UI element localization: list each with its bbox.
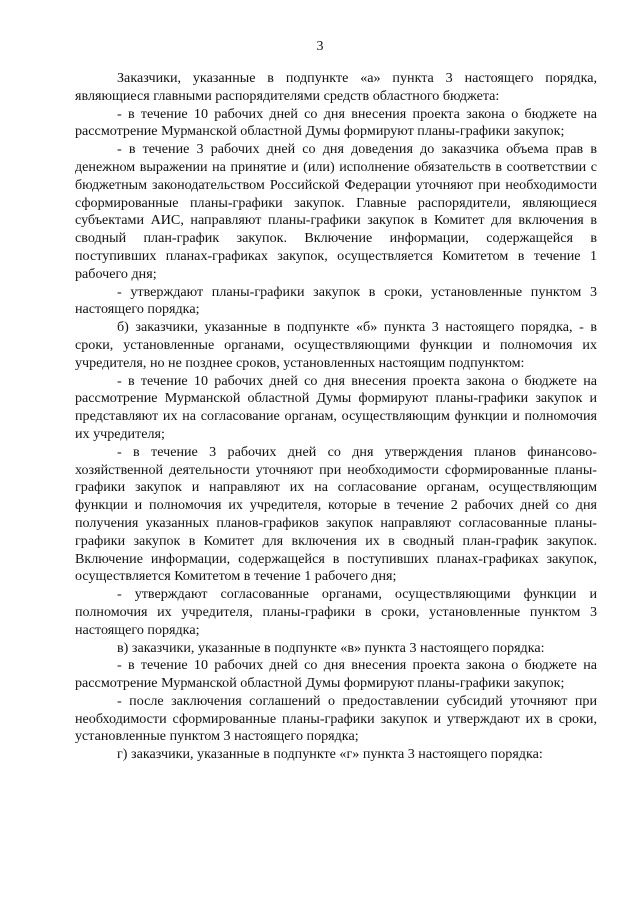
paragraph-item: - после заключения соглашений о предоставлении субсидий уточняют при необходимости сформированные планы-графики закупок и утверждают их в сроки, установленные пунктом 3 настоящего порядка;	[75, 692, 597, 745]
paragraph-subpoint-g: г) заказчики, указанные в подпункте «г» пункта 3 настоящего порядка:	[117, 746, 543, 763]
paragraph-subpoint-b: б) заказчики, указанные в подпункте «б» пункта 3 настоящего порядка, - в сроки, установленные органами, осуществляющими функции и полномочия их учредителя, но не позднее сроков, установленных настоящим подпунктом:	[75, 319, 597, 371]
paragraph-subpoint-v: в) заказчики, указанные в подпункте «в» пункта 3 настоящего порядка:	[117, 639, 545, 656]
paragraph-item: - утверждают планы-графики закупок в сроки, установленные пунктом 3 настоящего порядка;	[75, 283, 597, 318]
paragraph-item: - утверждают согласованные органами, осуществляющими функции и полномочия их учредителя, планы-графики в сроки, установленные пунктом 3 настоящего порядка;	[75, 586, 597, 638]
paragraph-item: - в течение 10 рабочих дней со дня внесения проекта закона о бюджете на рассмотрение Мурманской областной Думы формируют планы-графики закупок;	[75, 105, 597, 140]
document-body	[75, 70, 597, 764]
paragraph-item: - в течение 3 рабочих дней со дня доведения до заказчика объема прав в денежном выражении на принятие и (или) исполнение обязательств в соответствии с бюджетным законодательством Российской Федерации уточняют при необходимости сформированные планы-графики закупок. Главные распорядители, являющиеся субъектами АИС, направляют планы-графики закупок в Комитет для включения в сводный план-график закупок. Включение информации, содержащейся в поступивших планах-графиках закупок, осуществляется Комитетом в течение 1 рабочего дня;	[75, 141, 597, 282]
paragraph-intro: Заказчики, указанные в подпункте «а» пункта 3 настоящего порядка, являющиеся главными распорядителями средств областного бюджета:	[75, 70, 597, 104]
paragraph-item: - в течение 10 рабочих дней со дня внесения проекта закона о бюджете на рассмотрение Мурманской областной Думы формируют планы-графики закупок и представляют их на согласование органам, осуществляющим функции и полномочия их учредителя;	[75, 372, 597, 442]
paragraph-item: - в течение 3 рабочих дней со дня утверждения планов финансово-хозяйственной деятельности уточняют при необходимости сформированные планы-графики закупок и направляют их на согласование органам, осуществляющим функции и полномочия их учредителя, которые в течение 2 рабочих дней со дня получения указанных планов-графиков закупок направляют согласованные планы-графики закупок в Комитет для включения их в сводный план-график закупок. Включение информации, содержащейся в поступивших планах-графиках закупок, осуществляется Комитетом в течение 1 рабочего дня;	[75, 443, 597, 585]
paragraph-item: - в течение 10 рабочих дней со дня внесения проекта закона о бюджете на рассмотрение Мурманской областной Думы формируют планы-графики закупок;	[75, 657, 597, 692]
page-number: 3	[316, 39, 324, 54]
